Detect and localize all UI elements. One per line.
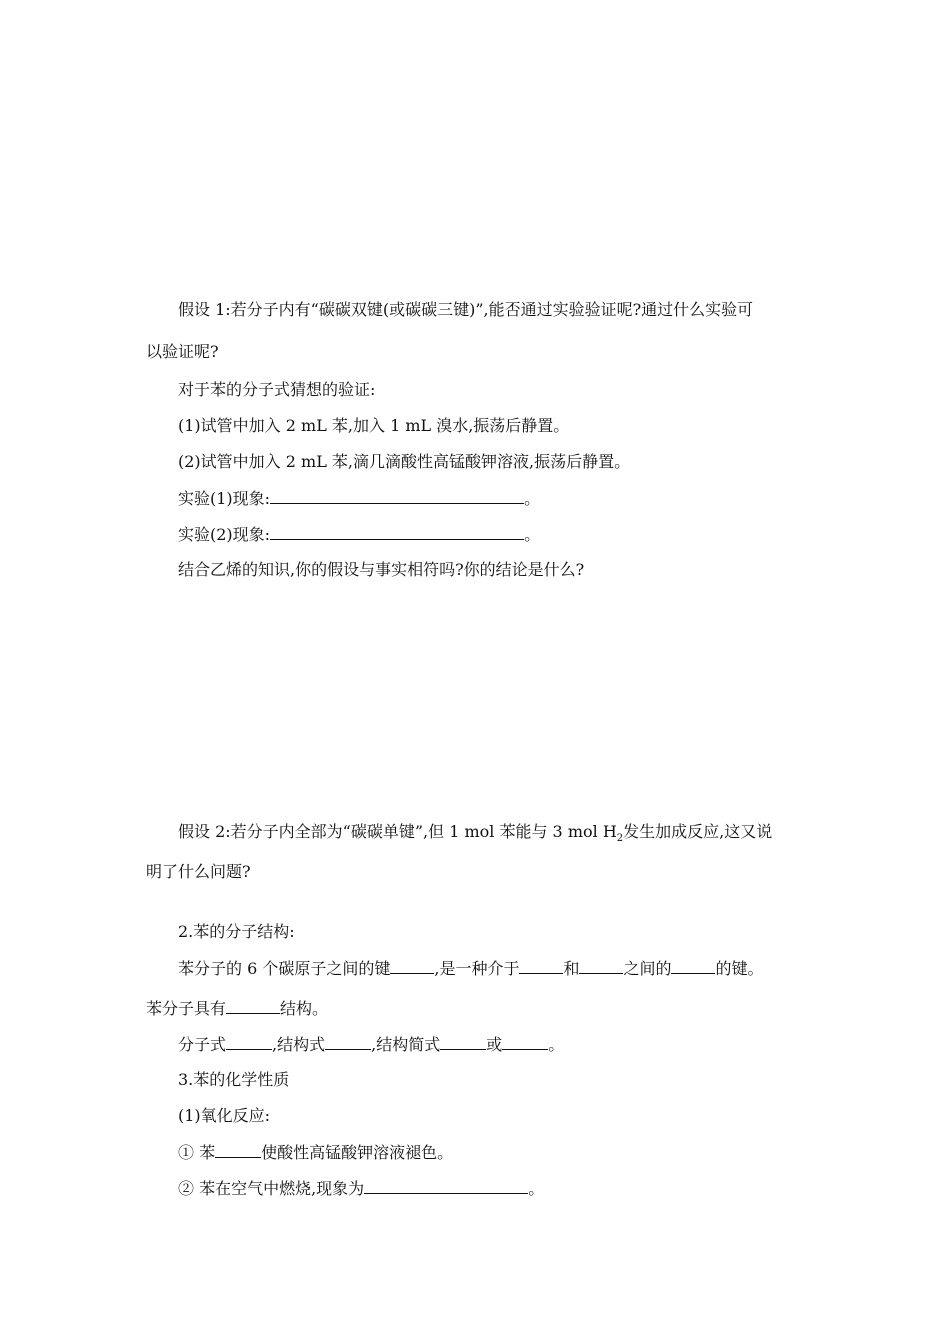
experiment-2: (2)试管中加入 2 mL 苯,滴几滴酸性高锰酸钾溶液,振荡后静置。 xyxy=(178,452,631,471)
s3-end: 。 xyxy=(548,1035,565,1054)
s2-text-d: 之间的 xyxy=(623,959,672,978)
item1-b: 使酸性高锰酸钾溶液褪色。 xyxy=(261,1143,454,1162)
experiment-1: (1)试管中加入 2 mL 苯,加入 1 mL 溴水,振荡后静置。 xyxy=(178,416,570,435)
or-label: 或 xyxy=(486,1035,503,1054)
blank-combustion[interactable] xyxy=(364,1178,528,1194)
hypothesis2-line2: 明了什么问题? xyxy=(146,862,251,881)
s2-structure-a: 苯分子具有 xyxy=(146,999,227,1018)
section3-title: 3.苯的化学性质 xyxy=(178,1070,290,1089)
section3-item1 xyxy=(178,1142,453,1163)
phenomenon-1-blank[interactable] xyxy=(270,488,524,504)
structural-label: ,结构式 xyxy=(272,1035,326,1054)
phenomenon-2-blank[interactable] xyxy=(270,524,524,540)
section2-title: 2.苯的分子结构: xyxy=(178,922,295,941)
s2-structure-b: 结构。 xyxy=(280,999,329,1018)
blank-formula[interactable] xyxy=(226,1034,272,1050)
h2-subscript: 2 xyxy=(616,833,624,845)
hypothesis1-line2: 以验证呢? xyxy=(146,342,219,361)
blank-between-2[interactable] xyxy=(579,958,623,974)
blank-can[interactable] xyxy=(215,1142,261,1158)
s2-text-e: 的键。 xyxy=(715,959,764,978)
hypothesis2-line1-a: 假设 2:若分子内全部为“碳碳单键”,但 1 mol 苯能与 3 mol H xyxy=(178,822,617,841)
section3-sub1: (1)氧化反应: xyxy=(178,1106,271,1125)
item2-a: ② 苯在空气中燃烧,现象为 xyxy=(178,1179,365,1198)
blank-structural[interactable] xyxy=(325,1034,371,1050)
hypothesis2-line1 xyxy=(178,822,772,849)
item2-b: 。 xyxy=(528,1179,545,1198)
section3-item2 xyxy=(178,1178,544,1199)
phenomenon-1-end: 。 xyxy=(524,489,541,508)
phenomenon-1-label: 实验(1)现象: xyxy=(178,489,271,508)
hypothesis2-line1-b: 发生加成反应,这又说 xyxy=(623,822,773,841)
blank-structure[interactable] xyxy=(226,998,280,1014)
section2-sentence3 xyxy=(178,1034,564,1055)
blank-bond[interactable] xyxy=(390,958,434,974)
conclusion-question: 结合乙烯的知识,你的假设与事实相符吗?你的结论是什么? xyxy=(178,560,585,579)
phenomenon-1 xyxy=(178,488,540,509)
s2-text-b: ,是一种介于 xyxy=(434,959,520,978)
phenomenon-2-end: 。 xyxy=(524,525,541,544)
item1-a: ① 苯 xyxy=(178,1143,216,1162)
formula-label: 分子式 xyxy=(178,1035,227,1054)
phenomenon-2 xyxy=(178,524,540,545)
s2-text-c: 和 xyxy=(563,959,580,978)
phenomenon-2-label: 实验(2)现象: xyxy=(178,525,271,544)
simplified-label: ,结构简式 xyxy=(371,1035,441,1054)
verify-title: 对于苯的分子式猜想的验证: xyxy=(178,380,376,399)
blank-simplified-2[interactable] xyxy=(502,1034,548,1050)
section2-sentence1 xyxy=(178,958,764,979)
hypothesis1-line1: 假设 1:若分子内有“碳碳双键(或碳碳三键)”,能否通过实验验证呢?通过什么实验可 xyxy=(178,300,754,319)
s2-text-a: 苯分子的 6 个碳原子之间的键 xyxy=(178,959,391,978)
blank-simplified-1[interactable] xyxy=(440,1034,486,1050)
blank-special[interactable] xyxy=(671,958,715,974)
blank-between-1[interactable] xyxy=(519,958,563,974)
section2-sentence2 xyxy=(146,998,328,1019)
